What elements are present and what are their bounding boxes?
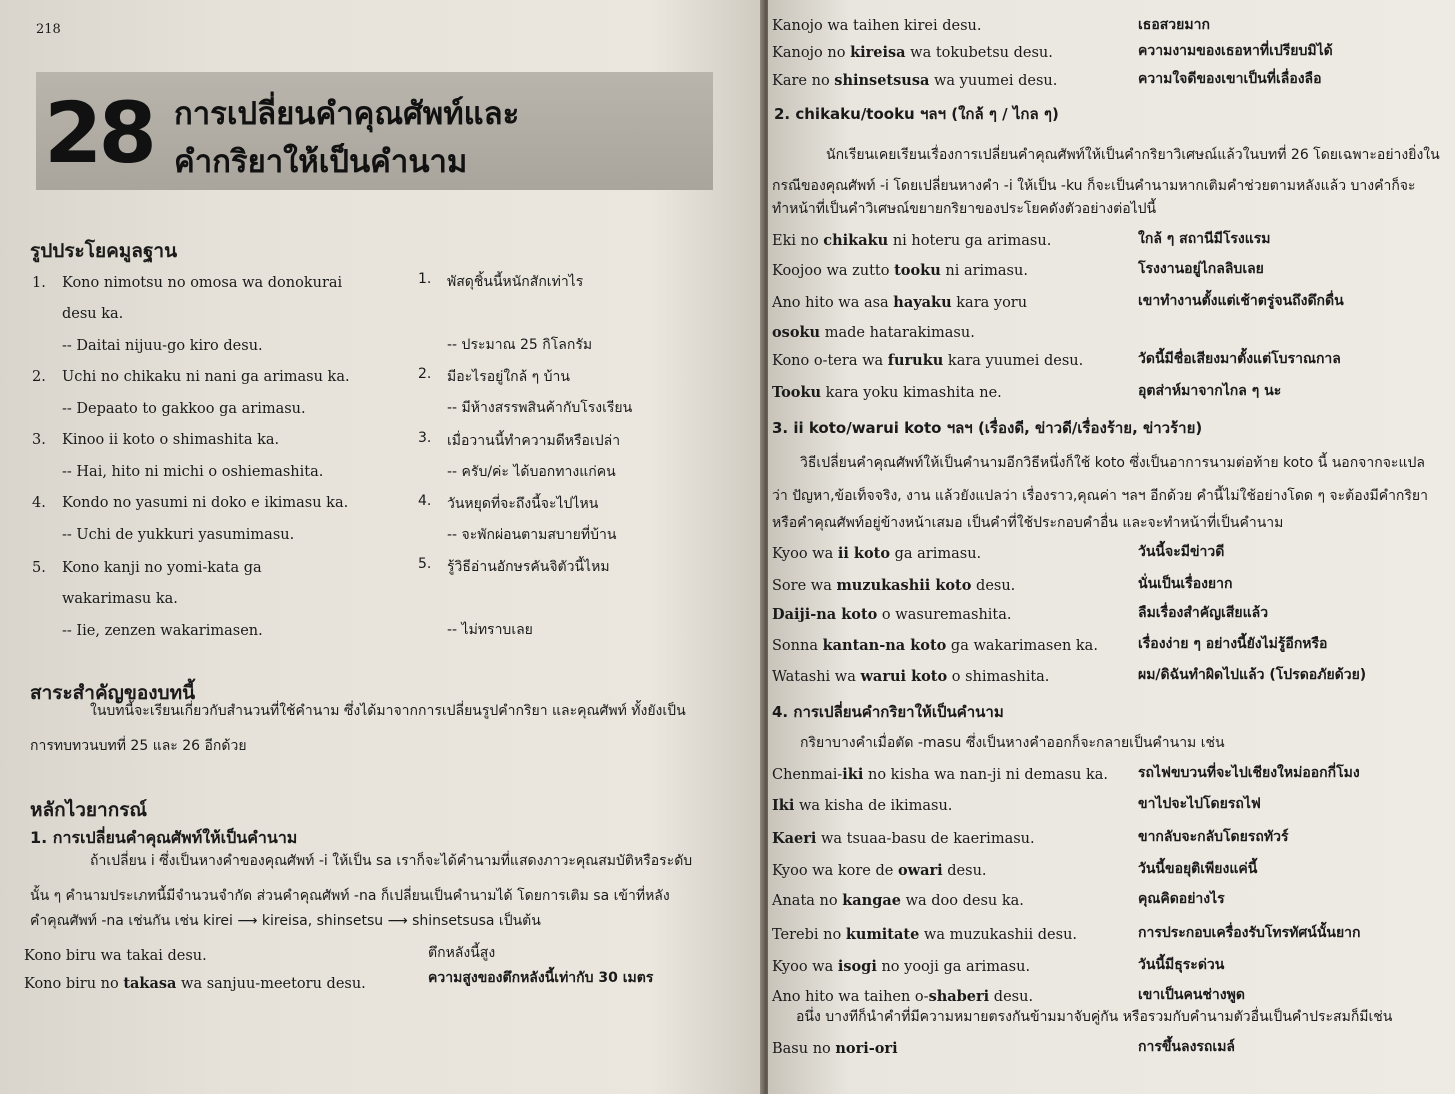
ex3-question: Kinoo ii koto o shimashita ka. bbox=[62, 432, 280, 448]
th2-answer: -- มีห้างสรรพสินค้ากับโรงเรียน bbox=[447, 400, 633, 416]
top-row-1-thai: เธอสวยมาก bbox=[1138, 17, 1210, 33]
section-2-para-line1: นักเรียนเคยเรียนเรื่องการเปลี่ยนคำคุณศัพท์ให้เป็นคำกริยาวิเศษณ์แล้วในบทที่ 26 โดยเฉพาะอย่างยิ่งใน bbox=[826, 147, 1440, 163]
section-4-row-5-japanese: Anata no kangae wa doo desu ka. bbox=[772, 892, 1024, 909]
ex1-question: Kono nimotsu no omosa wa donokurai bbox=[62, 275, 343, 291]
section-2-row-4-japanese: osoku made hatarakimasu. bbox=[772, 324, 975, 341]
ex3-answer: -- Hai, hito ni michi o oshiemashita. bbox=[62, 464, 324, 480]
section-2-row-2-thai: โรงงานอยู่ไกลลิบเลย bbox=[1138, 261, 1264, 277]
th3-question: เมื่อวานนี้ทำความดีหรือเปล่า bbox=[447, 433, 621, 449]
section-4-row-1-japanese: Chenmai-iki no kisha wa nan-ji ni demasu ka. bbox=[772, 766, 1109, 783]
ex4-num: 4. bbox=[32, 495, 46, 511]
grammar-1-line1: ถ้าเปลี่ยน i ซึ่งเป็นหางคำของคุณศัพท์ -i ให้เป็น sa เราก็จะได้คำนามที่แสดงภาวะคุณสมบัติหรือระดับ bbox=[90, 853, 693, 869]
section-3-para-line2: ว่า ปัญหา,ข้อเท็จจริง, งาน แล้วยังแปลว่า เรื่องราว,คุณค่า ฯลฯ อีกด้วย คำนี้ไม่ใช้อย่างโดด ๆ จะต้องมีคำกริยา bbox=[772, 488, 1428, 504]
section-4-row-7-japanese: Kyoo wa isogi no yooji ga arimasu. bbox=[772, 958, 1031, 975]
top-row-2-japanese: Kanojo no kireisa wa tokubetsu desu. bbox=[772, 44, 1053, 61]
section-basic-heading: รูปประโยคมูลฐาน bbox=[30, 240, 178, 262]
grammar-1-line2: นั้น ๆ คำนามประเภทนี้มีจำนวนจำกัด ส่วนคำคุณศัพท์ -na ก็เปลี่ยนเป็นคำนามได้ โดยการเติม sa เข้าที่หลัง bbox=[30, 888, 670, 904]
section-3-row-1-thai: วันนี้จะมีข่าวดี bbox=[1138, 544, 1225, 560]
th5-num: 5. bbox=[418, 556, 432, 572]
section-2-row-2-japanese: Koojoo wa zutto tooku ni arimasu. bbox=[772, 262, 1028, 279]
ex4-answer: -- Uchi de yukkuri yasumimasu. bbox=[62, 527, 295, 543]
section-4-row-4-thai: วันนี้ขอยุติเพียงแค่นี้ bbox=[1138, 861, 1258, 877]
page-number: 218 bbox=[36, 22, 61, 37]
section-4-para-line2: อนึ่ง บางทีก็นำคำที่มีความหมายตรงกันข้ามมาจับคู่กัน หรือรวมกับคำนามตัวอื่นเป็นคำประสมก็มีเช่น bbox=[796, 1009, 1393, 1025]
section-4-row-4-japanese: Kyoo wa kore de owari desu. bbox=[772, 862, 987, 879]
ex1-num: 1. bbox=[32, 275, 46, 291]
summary-line1: ในบทนี้จะเรียนเกี่ยวกับสำนวนที่ใช้คำนาม ซึ่งได้มาจากการเปลี่ยนรูปคำกริยา และคุณศัพท์ ทั้งยังเป็น bbox=[90, 703, 686, 719]
ex2-answer: -- Depaato to gakkoo ga arimasu. bbox=[62, 401, 306, 417]
section-2-row-5-japanese: Kono o-tera wa furuku kara yuumei desu. bbox=[772, 352, 1084, 369]
example-a-japanese: Kono biru wa takai desu. bbox=[24, 948, 207, 964]
th4-num: 4. bbox=[418, 493, 432, 509]
section-2-row-3-japanese: Ano hito wa asa hayaku kara yoru bbox=[772, 294, 1028, 311]
section-2-row-6-thai: อุตส่าห์มาจากไกล ๆ นะ bbox=[1138, 383, 1282, 399]
section-3-row-2-japanese: Sore wa muzukashii koto desu. bbox=[772, 577, 1016, 594]
ex4-question: Kondo no yasumi ni doko e ikimasu ka. bbox=[62, 495, 349, 511]
section-summary-heading: สาระสำคัญของบทนี้ bbox=[30, 682, 196, 704]
section-4-row-3-thai: ขากลับจะกลับโดยรถทัวร์ bbox=[1138, 829, 1289, 845]
ex3-num: 3. bbox=[32, 432, 46, 448]
example-a-thai: ตึกหลังนี้สูง bbox=[428, 945, 496, 961]
section-2-para-line2: กรณีของคุณศัพท์ -i โดยเปลี่ยนหางคำ -i ให้เป็น -ku ก็จะเป็นคำนามหากเติมคำช่วยตามหลังแล้ว บางคำก็จะ bbox=[772, 178, 1416, 194]
section-3-para-line1: วิธีเปลี่ยนคำคุณศัพท์ให้เป็นคำนามอีกวิธีหนึ่งก็ใช้ koto ซึ่งเป็นอาการนามต่อท้าย koto นี้ นอกจากจะแปล bbox=[800, 455, 1425, 471]
section-4-row-7-thai: วันนี้มีธุระด่วน bbox=[1138, 957, 1225, 973]
th3-answer: -- ครับ/ค่ะ ได้บอกทางแก่คน bbox=[447, 464, 616, 480]
ex5-question: Kono kanji no yomi-kata ga bbox=[62, 560, 262, 576]
section-2-row-5-thai: วัดนี้มีชื่อเสียงมาตั้งแต่โบราณกาล bbox=[1138, 351, 1341, 367]
th5-answer: -- ไม่ทราบเลย bbox=[447, 622, 533, 638]
th1-num: 1. bbox=[418, 271, 432, 287]
top-row-2-thai: ความงามของเธอหาที่เปรียบมิได้ bbox=[1138, 43, 1333, 59]
section-4-title: 4. การเปลี่ยนคำกริยาให้เป็นคำนาม bbox=[772, 703, 1004, 721]
grammar-1-line3: คำคุณศัพท์ -na เช่นกัน เช่น kirei ⟶ kireisa, shinsetsu ⟶ shinsetsusa เป็นต้น bbox=[30, 913, 541, 929]
th4-answer: -- จะพักผ่อนตามสบายที่บ้าน bbox=[447, 527, 617, 543]
section-3-row-3-thai: ลืมเรื่องสำคัญเสียแล้ว bbox=[1138, 605, 1269, 621]
section-2-row-3-thai: เขาทำงานตั้งแต่เช้าตรู่จนถึงดึกดื่น bbox=[1138, 293, 1344, 309]
ex5-num: 5. bbox=[32, 560, 46, 576]
th5-question: รู้วิธีอ่านอักษรคันจิตัวนี้ไหม bbox=[447, 559, 610, 575]
grammar-1-title: 1. การเปลี่ยนคำคุณศัพท์ให้เป็นคำนาม bbox=[30, 828, 298, 847]
section-grammar-heading: หลักไวยากรณ์ bbox=[30, 799, 148, 821]
section-3-row-1-japanese: Kyoo wa ii koto ga arimasu. bbox=[772, 545, 982, 562]
section-4-row-1-thai: รถไฟขบวนที่จะไปเชียงใหม่ออกกี่โมง bbox=[1138, 765, 1360, 781]
th1-answer: -- ประมาณ 25 กิโลกรัม bbox=[447, 337, 593, 353]
th3-num: 3. bbox=[418, 430, 432, 446]
example-b-thai: ความสูงของตึกหลังนี้เท่ากับ 30 เมตร bbox=[428, 970, 654, 986]
section-4-row-3-japanese: Kaeri wa tsuaa-basu de kaerimasu. bbox=[772, 830, 1035, 847]
section-2-row-1-japanese: Eki no chikaku ni hoteru ga arimasu. bbox=[772, 232, 1052, 249]
section-3-row-5-japanese: Watashi wa warui koto o shimashita. bbox=[772, 668, 1050, 685]
section-4-row-5-thai: คุณคิดอย่างไร bbox=[1138, 891, 1225, 907]
ex5-answer: -- Iie, zenzen wakarimasen. bbox=[62, 623, 263, 639]
chapter-title-line2: คำกริยาให้เป็นคำนาม bbox=[174, 144, 468, 180]
th2-question: มีอะไรอยู่ใกล้ ๆ บ้าน bbox=[447, 369, 570, 385]
chapter-banner bbox=[36, 72, 713, 190]
section-2-row-1-thai: ใกล้ ๆ สถานีมีโรงแรม bbox=[1138, 231, 1271, 247]
top-row-1-japanese: Kanojo wa taihen kirei desu. bbox=[772, 18, 982, 34]
section-4-row-8-japanese: Ano hito wa taihen o-shaberi desu. bbox=[772, 988, 1034, 1005]
top-row-3-japanese: Kare no shinsetsusa wa yuumei desu. bbox=[772, 72, 1058, 89]
section-4-last-row-japanese: Basu no nori-ori bbox=[772, 1040, 898, 1057]
section-2-row-6-japanese: Tooku kara yoku kimashita ne. bbox=[772, 384, 1002, 401]
section-3-row-3-japanese: Daiji-na koto o wasuremashita. bbox=[772, 606, 1012, 623]
section-2-title: 2. chikaku/tooku ฯลฯ (ใกล้ ๆ / ไกล ๆ) bbox=[774, 105, 1059, 123]
ex1-question-cont: desu ka. bbox=[62, 306, 124, 322]
chapter-number: 28 bbox=[44, 84, 153, 182]
th4-question: วันหยุดที่จะถึงนี้จะไปไหน bbox=[447, 496, 599, 512]
section-4-row-2-japanese: Iki wa kisha de ikimasu. bbox=[772, 797, 953, 814]
ex5-question-cont: wakarimasu ka. bbox=[62, 591, 178, 607]
section-3-row-4-thai: เรื่องง่าย ๆ อย่างนี้ยังไม่รู้อีกหรือ bbox=[1138, 636, 1328, 652]
ex1-answer: -- Daitai nijuu-go kiro desu. bbox=[62, 338, 263, 354]
ex2-num: 2. bbox=[32, 369, 46, 385]
section-4-last-row-thai: การขึ้นลงรถเมล์ bbox=[1138, 1039, 1236, 1055]
section-3-title: 3. ii koto/warui koto ฯลฯ (เรื่องดี, ข่าวดี/เรื่องร้าย, ข่าวร้าย) bbox=[772, 419, 1203, 437]
top-row-3-thai: ความใจดีของเขาเป็นที่เลื่องลือ bbox=[1138, 71, 1322, 87]
th2-num: 2. bbox=[418, 366, 432, 382]
th1-question: พัสดุชิ้นนี้หนักสักเท่าไร bbox=[447, 274, 584, 290]
chapter-title-line1: การเปลี่ยนคำคุณศัพท์และ bbox=[174, 96, 520, 132]
section-3-row-2-thai: นั่นเป็นเรื่องยาก bbox=[1138, 576, 1233, 592]
section-3-row-4-japanese: Sonna kantan-na koto ga wakarimasen ka. bbox=[772, 637, 1098, 654]
example-b-japanese: Kono biru no takasa wa sanjuu-meetoru desu. bbox=[24, 975, 366, 992]
section-3-row-5-thai: ผม/ดิฉันทำผิดไปแล้ว (โปรดอภัยด้วย) bbox=[1138, 667, 1367, 683]
summary-line2: การทบทวนบทที่ 25 และ 26 อีกด้วย bbox=[30, 738, 247, 754]
section-2-para-line3: ทำหน้าที่เป็นคำวิเศษณ์ขยายกริยาของประโยคดังตัวอย่างต่อไปนี้ bbox=[772, 201, 1157, 217]
right-page bbox=[768, 0, 1455, 1094]
ex2-question: Uchi no chikaku ni nani ga arimasu ka. bbox=[62, 369, 350, 385]
section-4-row-2-thai: ขาไปจะไปโดยรถไฟ bbox=[1138, 796, 1261, 812]
section-3-para-line3: หรือคำคุณศัพท์อยู่ข้างหน้าเสมอ เป็นคำที่ใช้ประกอบคำอื่น และจะทำหน้าที่เป็นคำนาม bbox=[772, 515, 1284, 531]
section-4-row-6-japanese: Terebi no kumitate wa muzukashii desu. bbox=[772, 926, 1078, 943]
section-4-para-line1: กริยาบางคำเมื่อตัด -masu ซึ่งเป็นหางคำออกก็จะกลายเป็นคำนาม เช่น bbox=[800, 735, 1225, 751]
section-4-row-8-thai: เขาเป็นคนช่างพูด bbox=[1138, 987, 1245, 1003]
section-4-row-6-thai: การประกอบเครื่องรับโทรทัศน์นั้นยาก bbox=[1138, 925, 1361, 941]
